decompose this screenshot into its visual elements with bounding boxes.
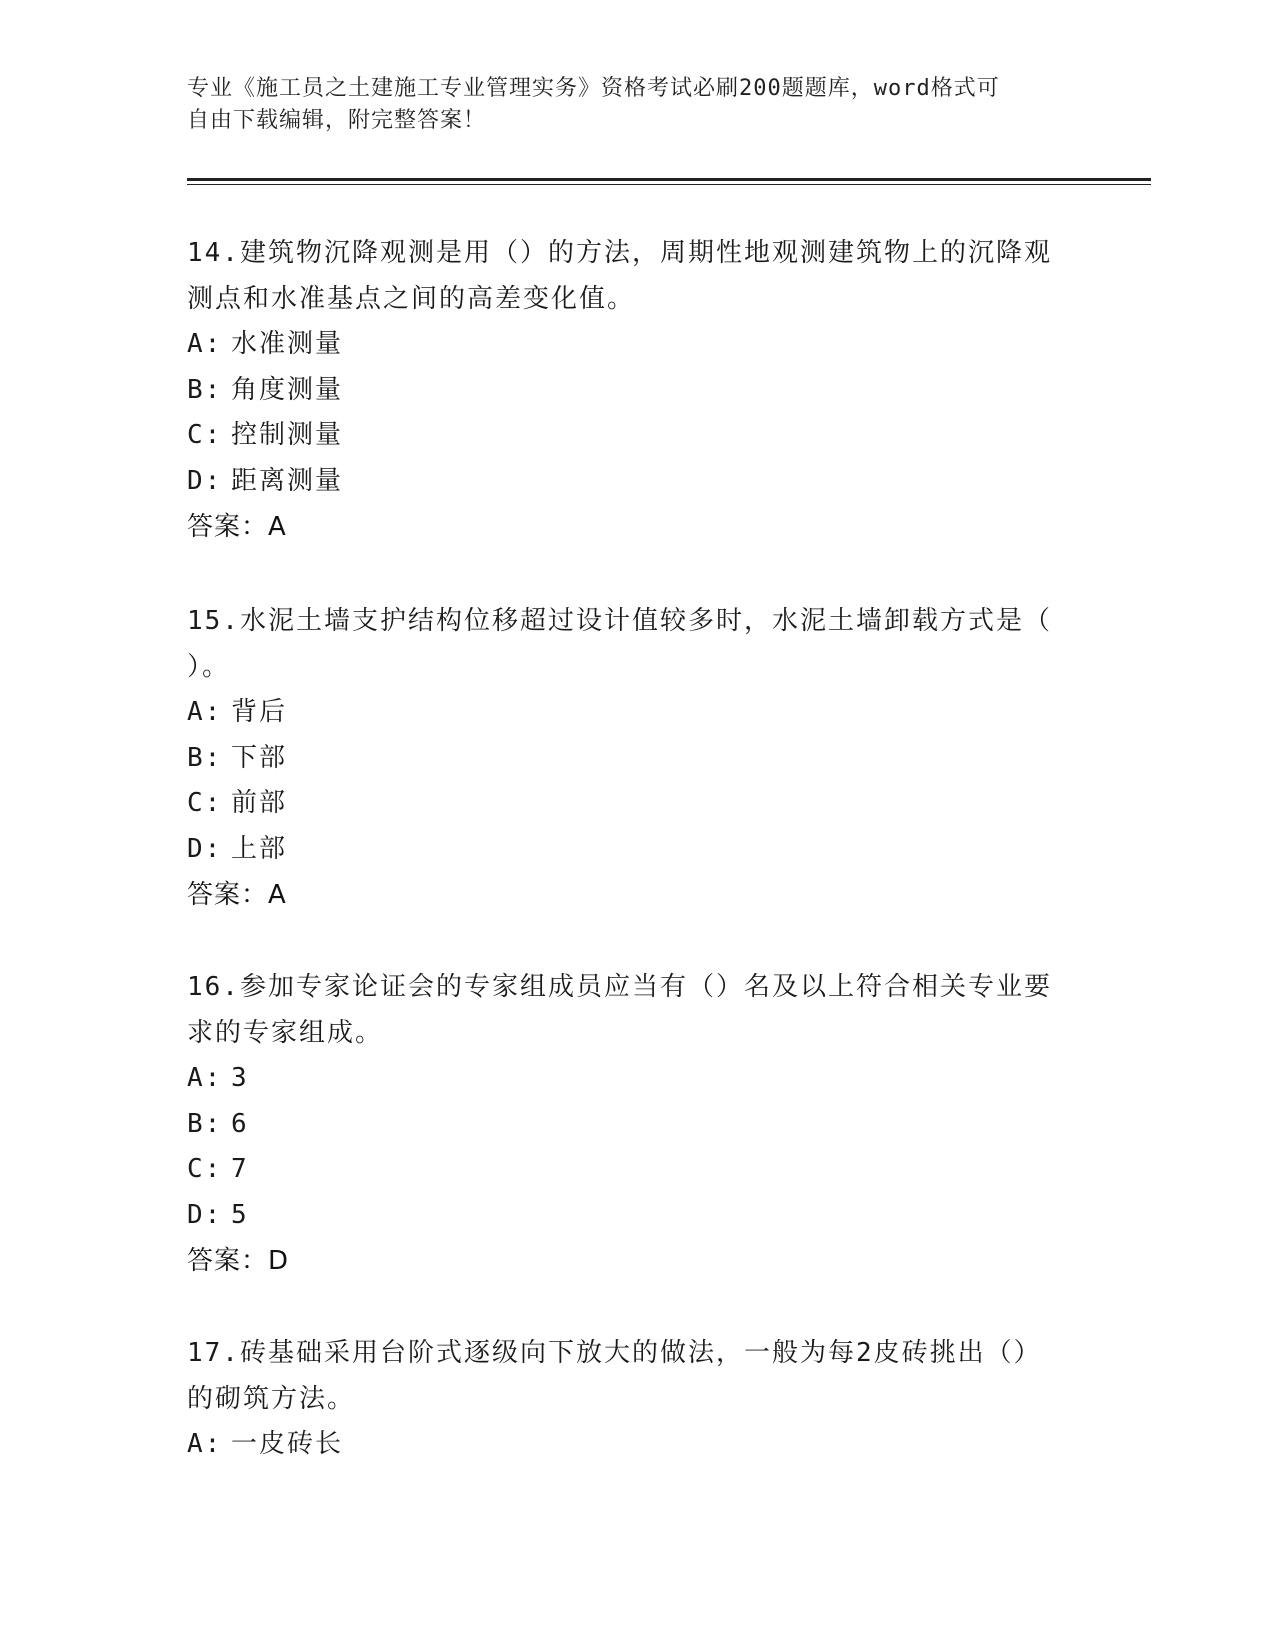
- option-a: [187, 322, 1077, 368]
- option-letter: A:: [187, 1429, 223, 1459]
- option-letter: B:: [187, 742, 223, 773]
- option-text: 6: [231, 1108, 249, 1139]
- option-text: 背后: [231, 697, 288, 727]
- option-letter: C:: [187, 788, 223, 818]
- option-a: [187, 1056, 1077, 1102]
- option-text: 控制测量: [231, 420, 344, 450]
- question-stem: [187, 1330, 1077, 1422]
- option-text: 下部: [231, 742, 288, 773]
- option-letter: C:: [187, 420, 223, 450]
- option-letter: D:: [187, 465, 223, 496]
- option-text: 前部: [231, 788, 288, 818]
- question-16: [187, 964, 1077, 1284]
- option-letter: A:: [187, 329, 223, 359]
- stem-line-2: 测点和水准基点之间的高差变化值。: [187, 284, 636, 314]
- option-d: [187, 459, 1077, 505]
- stem-line-2: 求的专家组成。: [187, 1018, 384, 1048]
- header-rule-thin: [187, 184, 1151, 185]
- header-rule-thick: [187, 178, 1151, 181]
- question-15: [187, 598, 1077, 918]
- answer-line: 答案：D: [187, 1246, 290, 1276]
- option-b: [187, 1102, 1077, 1148]
- option-text: 7: [231, 1154, 249, 1184]
- option-c: [187, 413, 1077, 459]
- question-stem: [187, 230, 1077, 322]
- stem-line-1: 15.水泥土墙支护结构位移超过设计值较多时，水泥土墙卸载方式是（: [187, 606, 1052, 636]
- question-stem: [187, 964, 1077, 1056]
- stem-line-1: 17.砖基础采用台阶式逐级向下放大的做法，一般为每2皮砖挑出（）: [187, 1338, 1042, 1368]
- stem-line-2: 的砌筑方法。: [187, 1384, 356, 1414]
- option-letter: D:: [187, 1199, 223, 1230]
- header-line-1: 专业《施工员之土建施工专业管理实务》资格考试必刷200题题库，word格式可: [187, 76, 1000, 101]
- option-letter: B:: [187, 1108, 223, 1139]
- option-letter: A:: [187, 1063, 223, 1093]
- stem-line-1: 14.建筑物沉降观测是用（）的方法，周期性地观测建筑物上的沉降观: [187, 238, 1052, 268]
- option-d: [187, 827, 1077, 873]
- stem-line-2: ）。: [187, 652, 231, 682]
- question-17: [187, 1330, 1077, 1468]
- option-a: [187, 690, 1077, 736]
- stem-line-1: 16.参加专家论证会的专家组成员应当有（）名及以上符合相关专业要: [187, 972, 1052, 1002]
- question-14: [187, 230, 1077, 550]
- option-b: [187, 736, 1077, 782]
- option-text: 距离测量: [231, 465, 344, 496]
- question-stem: [187, 598, 1077, 690]
- document-header: [187, 73, 1067, 137]
- option-d: [187, 1193, 1077, 1239]
- option-text: 5: [231, 1199, 249, 1230]
- answer-line: 答案：A: [187, 880, 287, 910]
- option-c: [187, 781, 1077, 827]
- header-line-2: 自由下载编辑，附完整答案！: [187, 108, 487, 133]
- option-text: 3: [231, 1063, 249, 1093]
- option-b: [187, 368, 1077, 414]
- option-text: 角度测量: [231, 374, 344, 405]
- option-letter: A:: [187, 697, 223, 727]
- option-text: 水准测量: [231, 329, 344, 359]
- option-text: 一皮砖长: [231, 1429, 344, 1459]
- option-letter: C:: [187, 1154, 223, 1184]
- option-letter: D:: [187, 833, 223, 864]
- option-a: [187, 1422, 1077, 1468]
- option-text: 上部: [231, 833, 288, 864]
- option-letter: B:: [187, 374, 223, 405]
- answer-line: 答案：A: [187, 512, 287, 542]
- option-c: [187, 1147, 1077, 1193]
